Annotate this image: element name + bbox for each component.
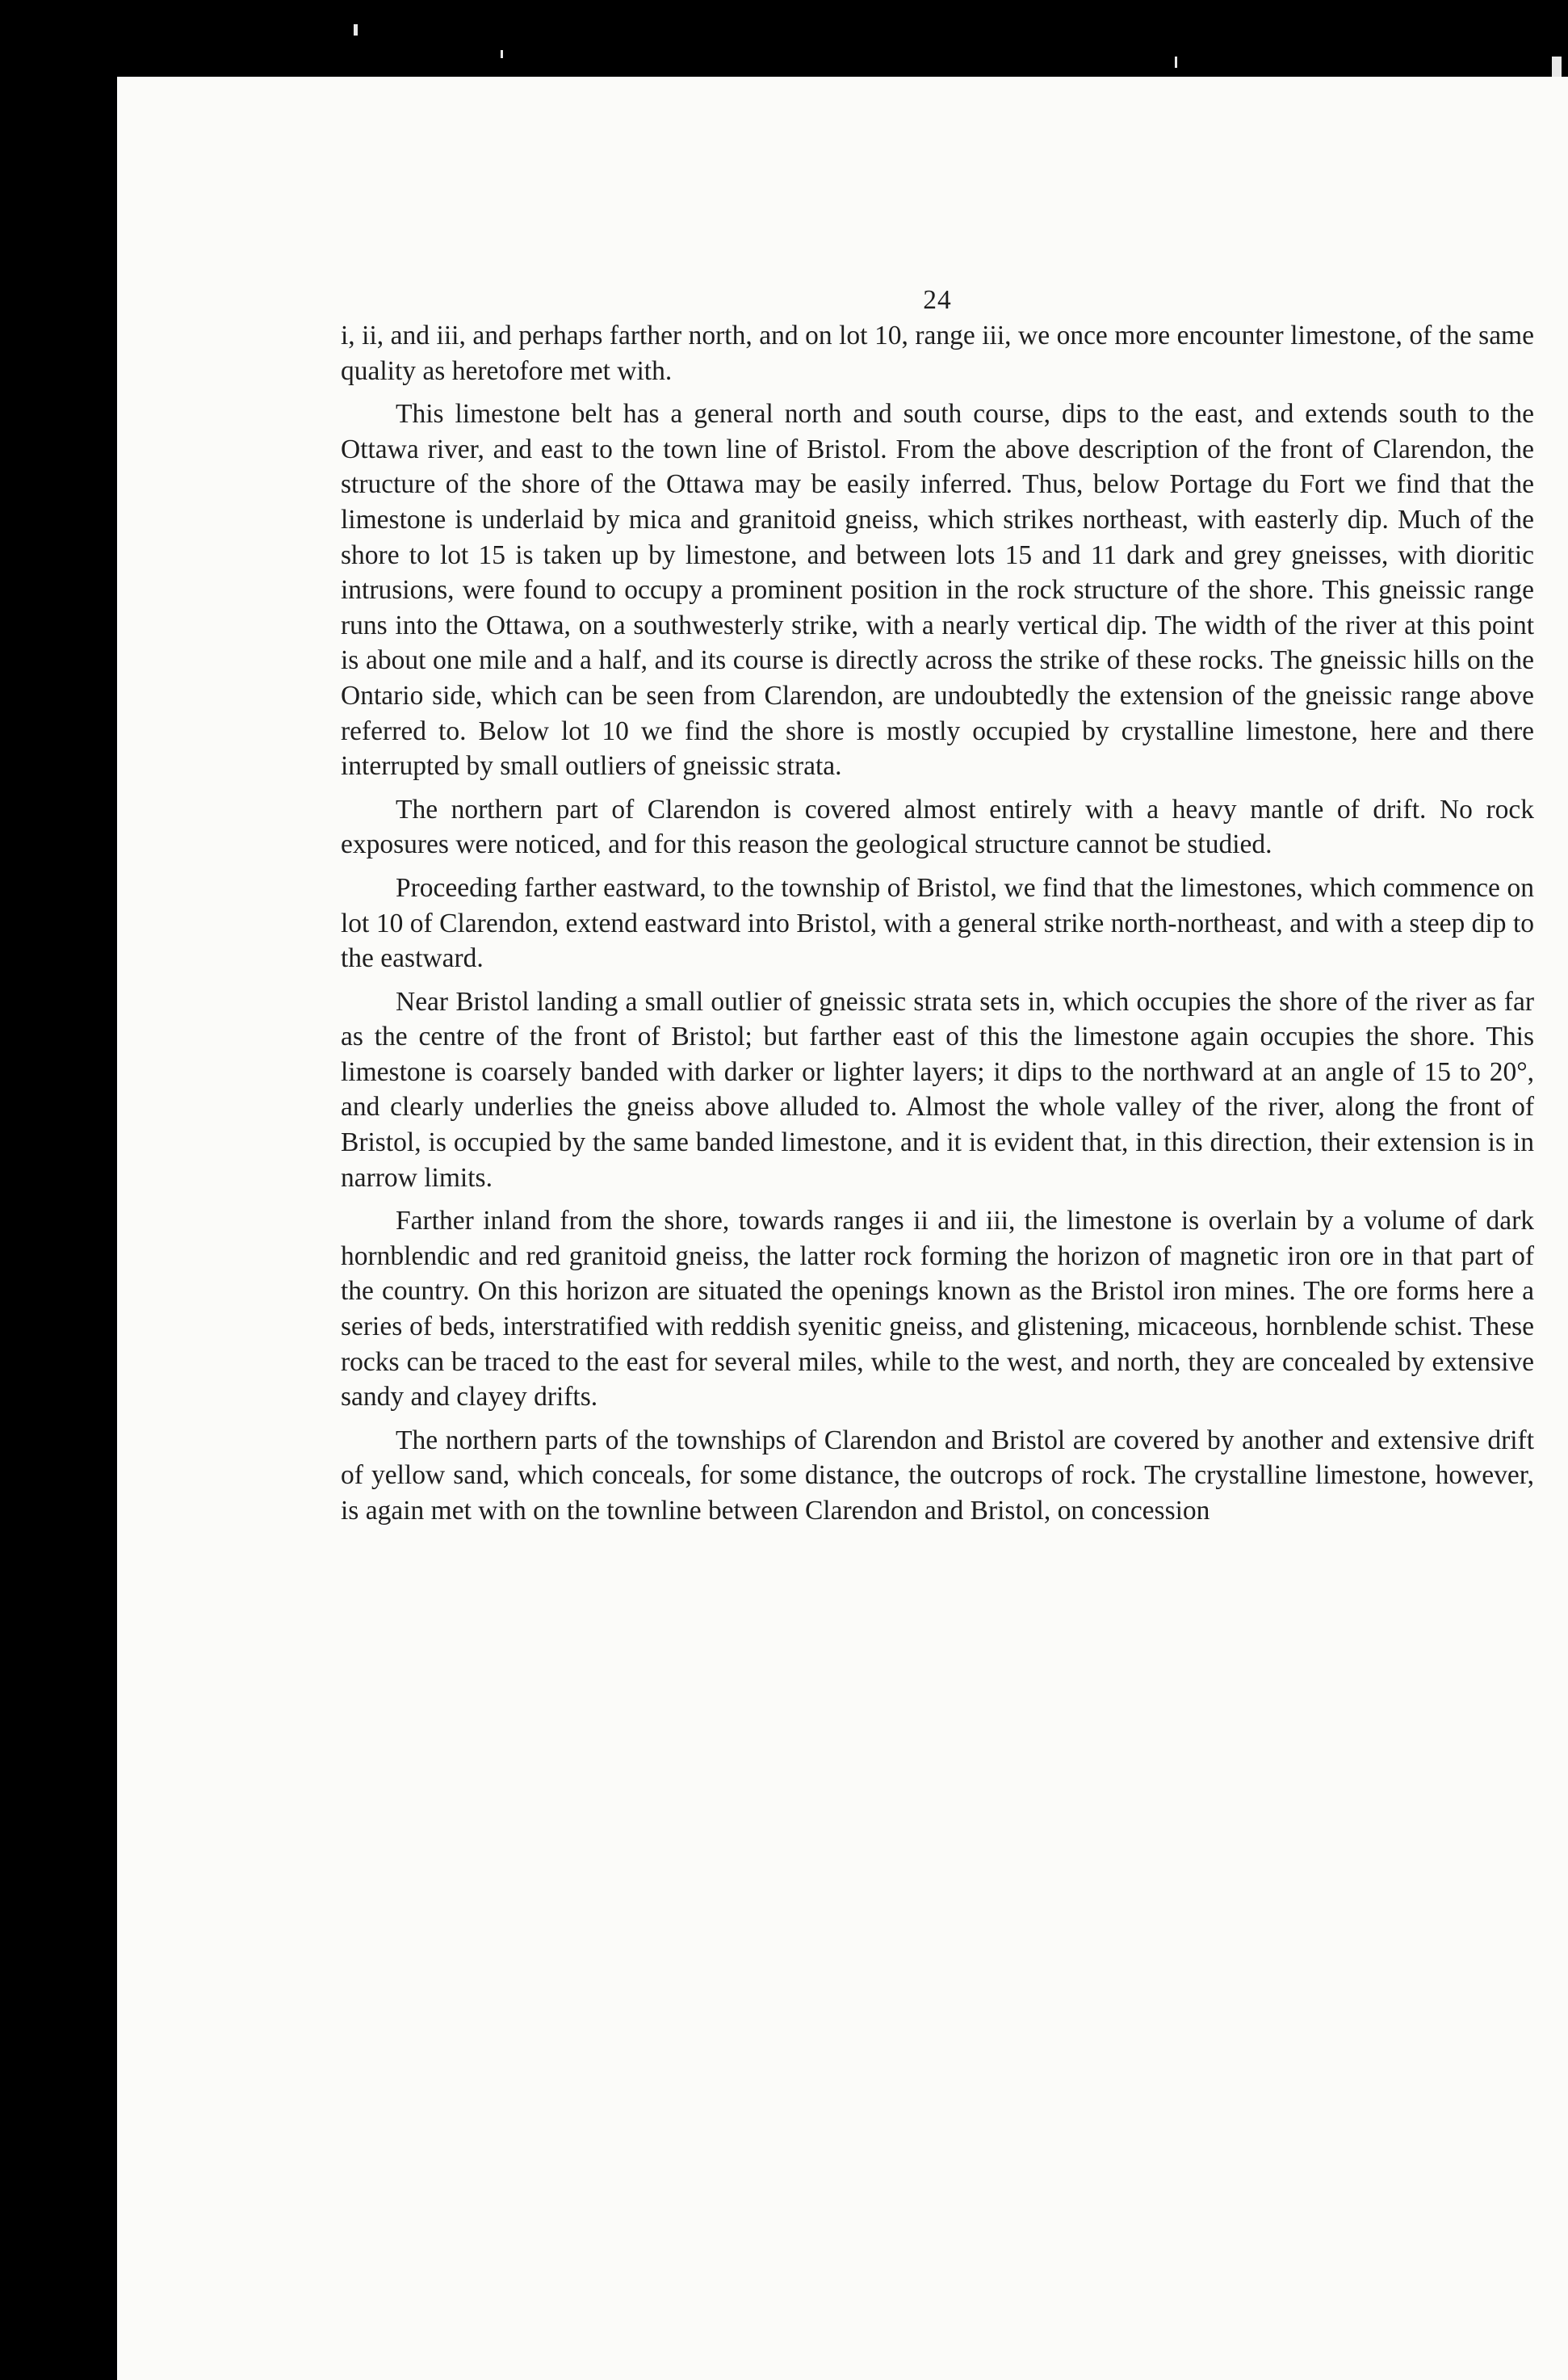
paragraph: i, ii, and iii, and perhaps farther north, and on lot 10, range iii, we once more encounter limestone, of the same quality as heretofore met with. (341, 321, 1534, 386)
paragraph: This limestone belt has a general north and south course, dips to the east, and extends south to the Ottawa river, and east to the town line of Bristol. From the above description of the front of Clarendon, the structure of the shore of the Ottawa may be easily inferred. Thus, below Portage du Fort we find that the limestone is underlaid by mica and granitoid gneiss, which strikes northeast, with easterly dip. Much of the shore to lot 15 is taken up by limestone, and between lots 15 and 11 dark and grey gneisses, with dioritic intrusions, were found to occupy a prominent position in the rock structure of the shore. This gneissic range runs into the Ottawa, on a southwesterly strike, with a nearly vertical dip. The width of the river at this point is about one mile and a half, and its course is directly across the strike of these rocks. The gneissic hills on the Ontario side, which can be seen from Clarendon, are undoubtedly the extension of the gneissic range above referred to. Below lot 10 we find the shore is mostly occupied by crystalline limestone, here and there interrupted by small outliers of gneissic strata. (341, 399, 1534, 782)
paragraph: Farther inland from the shore, towards ranges ii and iii, the limestone is overlain by a volume of dark hornblendic and red granitoid gneiss, the latter rock forming the horizon of magnetic iron ore in that part of the country. On this horizon are situated the openings known as the Bristol iron mines. The ore forms here a series of beds, interstratified with reddish syenitic gneiss, and glistening, micaceous, hornblende schist. These rocks can be traced to the east for several miles, while to the west, and north, they are concealed by extensive sandy and clayey drifts. (341, 1206, 1534, 1412)
scan-speck (501, 50, 503, 58)
paragraph: Near Bristol landing a small outlier of gneissic strata sets in, which occupies the shore of the river as far as the centre of the front of Bristol; but farther east of this the limestone again occupies the shore. This limestone is coarsely banded with darker or lighter layers; it dips to the northward at an angle of 15 to 20°, and clearly underlies the gneiss above alluded to. Almost the whole valley of the river, along the front of Bristol, is occupied by the same banded limestone, and it is evident that, in this direction, their extension is in narrow limits. (341, 986, 1534, 1193)
page-number: 24 (923, 285, 952, 315)
scan-speck (1175, 57, 1177, 68)
paragraph: Proceeding farther eastward, to the township of Bristol, we find that the limestones, which commence on lot 10 of Clarendon, extend eastward into Bristol, with a general strike north-northeast, and with a steep dip to the eastward. (341, 872, 1534, 974)
paragraph: The northern parts of the townships of Clarendon and Bristol are covered by another and extensive drift of yellow sand, which conceals, for some distance, the outcrops of rock. The crystalline limestone, however, is again met with on the townline between Clarendon and Bristol, on concession (341, 1425, 1534, 1526)
page-text (341, 283, 1534, 1537)
paragraph: The northern part of Clarendon is covered almost entirely with a heavy mantle of drift. No rock exposures were noticed, and for this reason the geological structure cannot be studied. (341, 794, 1534, 860)
scan-speck (354, 24, 358, 36)
